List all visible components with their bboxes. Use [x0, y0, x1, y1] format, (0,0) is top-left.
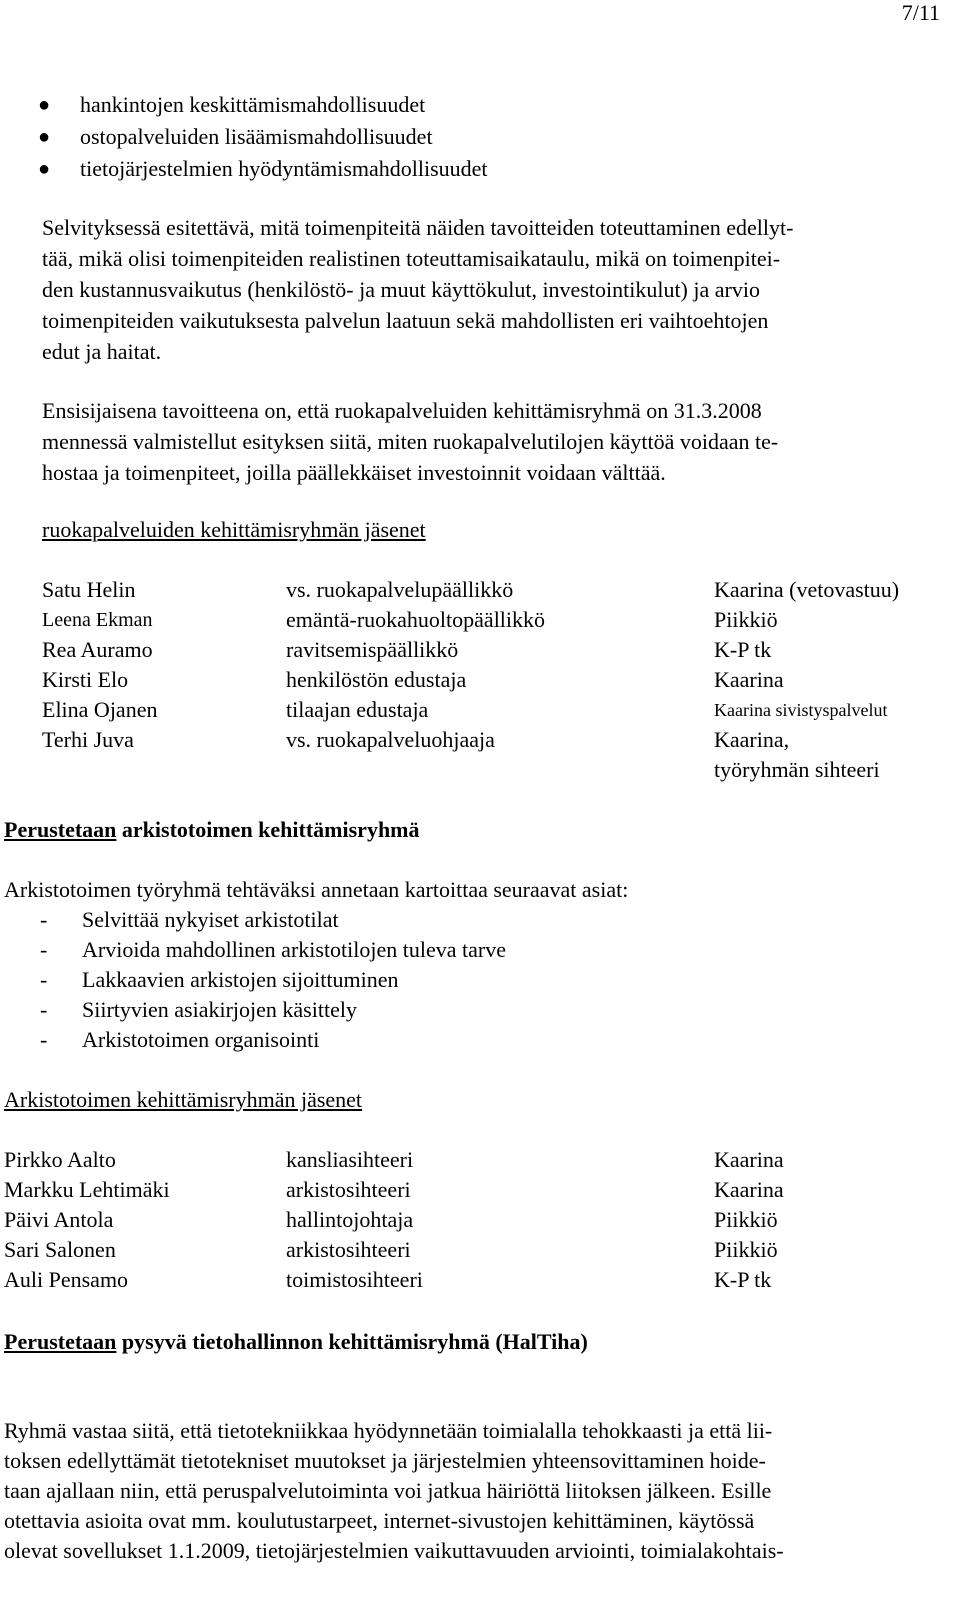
paragraph-line: edut ja haitat. — [42, 339, 162, 364]
member-unit: Kaarina sivistyspalvelut — [714, 700, 888, 720]
member-unit: Kaarina — [714, 1177, 784, 1202]
bullet-text: ostopalveluiden lisäämismahdollisuudet — [80, 124, 433, 149]
member-name: Rea Auramo — [42, 637, 153, 662]
member-name: Elina Ojanen — [42, 697, 158, 722]
member-unit: Kaarina — [714, 1147, 784, 1172]
task-text: Selvittää nykyiset arkistotilat — [82, 907, 339, 932]
member-role: toimistosihteeri — [286, 1267, 423, 1292]
member-role: arkistosihteeri — [286, 1237, 411, 1262]
member-role: kansliasihteeri — [286, 1147, 414, 1172]
paragraph-line: Selvityksessä esitettävä, mitä toimenpiteitä näiden tavoitteiden toteuttaminen edellyt- — [42, 215, 794, 240]
member-unit: Kaarina, — [714, 727, 790, 752]
page-number: 7/11 — [901, 0, 940, 25]
member-role: emäntä-ruokahuoltopäällikkö — [286, 607, 546, 632]
bullet-icon: ● — [38, 158, 51, 180]
section-heading — [4, 815, 420, 845]
member-role: henkilöstön edustaja — [286, 667, 467, 692]
task-text: Siirtyvien asiakirjojen käsittely — [82, 997, 357, 1022]
section-heading-underlined: Perustetaan — [4, 817, 117, 842]
member-name: Päivi Antola — [4, 1207, 114, 1232]
paragraph-line: taan ajallaan niin, että peruspalvelutoiminta voi jatkua häiriöttä liitoksen jälkeen. Esille — [4, 1478, 772, 1503]
group-heading: ruokapalveluiden kehittämisryhmän jäsenet — [42, 517, 426, 542]
member-name: Markku Lehtimäki — [4, 1177, 170, 1202]
section-heading-text: arkistotoimen kehittämisryhmä — [116, 817, 420, 842]
member-unit: Kaarina — [714, 667, 784, 692]
dash-marker: - — [40, 907, 48, 932]
member-name: Pirkko Aalto — [4, 1147, 116, 1172]
paragraph-line: tää, mikä olisi toimenpiteiden realistinen toteuttamisaikataulu, mikä on toimenpitei- — [42, 246, 781, 271]
paragraph-line: otettavia asioita ovat mm. koulutustarpeet, internet-sivustojen kehittäminen, käytössä — [4, 1508, 755, 1533]
member-unit: työryhmän sihteeri — [714, 757, 880, 782]
bullet-icon: ● — [38, 126, 51, 148]
member-role: vs. ruokapalvelupäällikkö — [286, 577, 514, 602]
member-name: Satu Helin — [42, 577, 136, 602]
member-name: Sari Salonen — [4, 1237, 116, 1262]
section-intro: Arkistotoimen työryhmä tehtäväksi annetaan kartoittaa seuraavat asiat: — [4, 877, 629, 902]
member-unit: Piikkiö — [714, 1237, 778, 1262]
member-name: Auli Pensamo — [4, 1267, 129, 1292]
dash-marker: - — [40, 997, 48, 1022]
member-role: ravitsemispäällikkö — [286, 637, 459, 662]
bullet-text: tietojärjestelmien hyödyntämismahdollisuudet — [80, 156, 488, 181]
task-text: Arkistotoimen organisointi — [82, 1027, 320, 1052]
section-heading — [4, 1327, 588, 1357]
task-text: Arvioida mahdollinen arkistotilojen tuleva tarve — [82, 937, 506, 962]
member-unit: Piikkiö — [714, 1207, 778, 1232]
task-text: Lakkaavien arkistojen sijoittuminen — [82, 967, 399, 992]
paragraph-line: mennessä valmistellut esityksen siitä, miten ruokapalvelutilojen käyttöä voidaan te- — [42, 429, 779, 454]
paragraph-line: hostaa ja toimenpiteet, joilla päällekkäiset investoinnit voidaan välttää. — [42, 460, 666, 485]
member-role: arkistosihteeri — [286, 1177, 411, 1202]
section-heading-text: pysyvä tietohallinnon kehittämisryhmä (HalTiha) — [116, 1329, 588, 1354]
dash-marker: - — [40, 937, 48, 962]
member-name: Kirsti Elo — [42, 667, 129, 692]
paragraph-line: den kustannusvaikutus (henkilöstö- ja muut käyttökulut, investointikulut) ja arvio — [42, 277, 760, 302]
member-name: Terhi Juva — [42, 727, 134, 752]
member-role: hallintojohtaja — [286, 1207, 414, 1232]
section-heading-underlined: Perustetaan — [4, 1329, 117, 1354]
paragraph-line: toimenpiteiden vaikutuksesta palvelun laatuun sekä mahdollisten eri vaihtoehtojen — [42, 308, 769, 333]
member-unit: K-P tk — [714, 1267, 772, 1292]
member-unit: Piikkiö — [714, 607, 778, 632]
dash-marker: - — [40, 1027, 48, 1052]
member-name: Leena Ekman — [42, 609, 153, 631]
paragraph-line: toksen edellyttämät tietotekniset muutokset ja järjestelmien yhteensovittaminen hoide- — [4, 1448, 766, 1473]
member-unit: K-P tk — [714, 637, 772, 662]
bullet-text: hankintojen keskittämismahdollisuudet — [80, 92, 426, 117]
bullet-icon: ● — [38, 94, 51, 116]
dash-marker: - — [40, 967, 48, 992]
member-role: tilaajan edustaja — [286, 697, 429, 722]
group-heading: Arkistotoimen kehittämisryhmän jäsenet — [4, 1087, 363, 1112]
member-unit: Kaarina (vetovastuu) — [714, 577, 900, 602]
paragraph-line: olevat sovellukset 1.1.2009, tietojärjestelmien vaikuttavuuden arviointi, toimialakohtais- — [4, 1538, 784, 1563]
member-role: vs. ruokapalveluohjaaja — [286, 727, 495, 752]
paragraph-line: Ensisijaisena tavoitteena on, että ruokapalveluiden kehittämisryhmä on 31.3.2008 — [42, 398, 762, 423]
paragraph-line: Ryhmä vastaa siitä, että tietotekniikkaa hyödynnetään toimialalla tehokkaasti ja että lii- — [4, 1418, 773, 1443]
